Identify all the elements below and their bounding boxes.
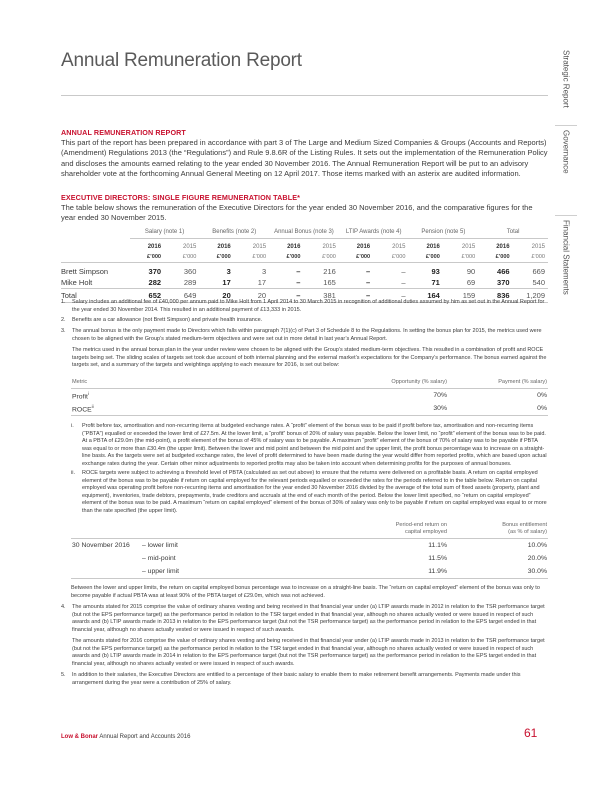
year-header: 2015 [183, 244, 197, 250]
table-cell: 836 [478, 289, 512, 303]
year-header: 2016 [426, 244, 440, 250]
table-row [61, 263, 548, 278]
note-2 [61, 317, 548, 325]
single-figure-intro: The table below shows the remuneration of the Executive Directors for the year ended 30 November 2016, and the comparative figures for the year ended 30 November 2015. [61, 203, 533, 223]
table-cell: 159 [443, 289, 478, 303]
unit-header: £’000 [478, 252, 512, 263]
note-3-final [71, 585, 548, 600]
table-cell: 20 [199, 289, 233, 303]
header-line: Bonus entitlement [502, 522, 547, 528]
unit-header: £’000 [269, 252, 303, 263]
table-cell: 652 [130, 289, 164, 303]
metric-name [71, 402, 311, 416]
note-text: Salary includes an additional fee of £40,000 per annum paid to Mike Holt from 1 April 2014 to 30 March 2015 in recognition of additional duties assumed by him as set out in the Annual Report for the year ended 30 November 2014. This resulted in an additional payment of £13,333 in 2015. [72, 299, 545, 313]
side-tab-divider [555, 215, 577, 216]
table-row [71, 389, 548, 403]
side-tab-financial-statements[interactable]: Financial Statements [561, 220, 571, 295]
header-line: capital employed [405, 529, 447, 535]
side-tab-strategic-report[interactable]: Strategic Report [561, 50, 571, 108]
note-text: The metrics used in the annual bonus plan in the year under review were chosen to be aligned with the Group’s stated medium-term objectives. This resulted in a combination of profit and ROCE targets being set. The sliding scales of targets set took due account of both internal planning and the external market’s expectations for the Company’s performance. The bonus earned against the targets set, and a summary of the targets and weightings applying to each measure for 2016, is set out below: [72, 347, 547, 369]
year-header: 2015 [392, 244, 406, 250]
table-cell: 669 [532, 267, 545, 276]
table-cell: 20.0% [527, 555, 547, 562]
table-cell: 3 [226, 267, 231, 276]
note-number: 3. [61, 328, 66, 334]
title-divider [61, 95, 548, 96]
note-text: Profit before tax, amortisation and non-recurring items at budgeted exchange rates. A “profit” element of the bonus was to be paid if profit before tax, amortisation and non-recurring items (“PBTA”) equalled or exceeded the lower limit of £27.5m. At the lower limit, a “profit” bonus of 20% of salary was payable. Below the lower limit, no “profit” element of the bonus was to be paid. At a PBTA of £29.0m (the mid-point), a profit element of the bonus of 45% of salary was to be payable. A maximum “profit” element of the bonus of 70% of salary was to be payable if PBTA was equal to or more than £30.4m (the upper limit). Between the lower and mid point and between the mid point and the upper limit, the profit bonus percentage was to increase on a straight-line basis. As the targets were set at budgeted exchange rates, the level of profit determined to have been made during the year would differ from reported profits, which are based upon actual exchange rates during the year. Certain other minor adjustments to reported profits may also be taken into account when determining profits for the purposes of annual bonuses. [82, 423, 547, 467]
section-heading-arr: ANNUAL REMUNERATION REPORT [61, 128, 186, 137]
metric-label: ROCE [72, 406, 92, 414]
table-cell: 649 [164, 289, 199, 303]
unit-header: £’000 [303, 252, 338, 263]
table-cell: – [401, 278, 406, 287]
year-header: 2016 [356, 244, 371, 250]
side-tab-divider [555, 125, 577, 126]
note-number: 4. [61, 604, 66, 610]
table-cell: 0% [448, 402, 548, 416]
column-group-ltip: LTIP Awards (note 4) [339, 226, 409, 239]
note-number: 1. [61, 299, 66, 305]
table-cell: 11.1% [428, 542, 447, 549]
table-cell: 360 [183, 267, 197, 276]
footnote-ii [71, 470, 548, 516]
table-cell: 71 [431, 278, 440, 287]
column-header-payment: Payment (% salary) [448, 375, 548, 389]
table-cell: 11.9% [291, 565, 448, 579]
note-number: 2. [61, 317, 66, 323]
unit-header: £’000 [409, 252, 443, 263]
note-text: ROCE targets were subject to achieving a threshold level of PBTA (calculated as set out above) to ensure that the returns were delivered on a profitable basis. A return on capital employed element of the bonus was to be payable if return on capital employed for the relevant periods equalled or exceeded the rates for the periods referred to in the table below. Return on capital employed was operating profit before non-recurring items and amortisation for the year ended 30 November 2016 divided by the average of the total sum of fixed assets (property, plant and equipment), inventories, trade debtors, prepayments, trade creditors and accruals at the end of each month of the period. Below the lower limit specified, no “return on capital employed” element of the bonus was to be paid. A maximum “return on capital employed” element of the bonus of 30% of salary was only to be payable if return on capital employed was equal to or more than the rate specified (the upper limit). [82, 470, 547, 514]
table-cell: 370 [148, 267, 162, 276]
note-text: In addition to their salaries, the Executive Directors are entitled to a percentage of their basic salary to enable them to make retirement benefit arrangements. Payments made under this arrangement during the year were a contribution of 25% of salary. [72, 672, 521, 686]
brand-name: Low & Bonar [61, 734, 98, 740]
table-row [71, 402, 548, 416]
table-cell: 10.0% [527, 542, 547, 549]
table-cell: – [373, 289, 408, 303]
table-cell: – [365, 278, 371, 287]
unit-header: £’000 [373, 252, 408, 263]
unit-header: £’000 [443, 252, 478, 263]
table-row [61, 277, 548, 289]
table-cell: 11.5% [428, 555, 447, 562]
side-tab-governance[interactable]: Governance [561, 130, 571, 174]
table-cell: 17 [257, 278, 267, 287]
table-cell: – [401, 267, 406, 276]
table-cell: – [365, 267, 371, 276]
table-cell: 3 [261, 267, 267, 276]
footnote-marker: i [87, 390, 89, 396]
table-cell: 90 [466, 267, 476, 276]
table-cell: 540 [532, 278, 545, 287]
table-cell: 216 [323, 267, 336, 276]
note-number: ii. [71, 470, 75, 476]
column-header-metric: Metric [71, 375, 311, 389]
single-figure-table [61, 226, 548, 303]
year-header: 2015 [461, 244, 476, 250]
column-group-total: Total [478, 226, 548, 239]
table-cell: – [296, 278, 301, 287]
unit-header: £’000 [234, 252, 269, 263]
table-cell: – [339, 289, 373, 303]
note-number: i. [71, 423, 74, 429]
note-3-continued [61, 347, 548, 370]
column-group-benefits: Benefits (note 2) [199, 226, 269, 239]
roce-target-table [71, 521, 548, 579]
section-heading-single-figure: EXECUTIVE DIRECTORS: SINGLE FIGURE REMUNERATION TABLE* [61, 193, 301, 202]
footer-text: Annual Report and Accounts 2016 [98, 734, 191, 740]
unit-header: £’000 [199, 252, 233, 263]
table-cell: 30% [311, 402, 448, 416]
year-header: 2015 [252, 244, 267, 250]
note-text: The amounts stated for 2016 comprise the value of ordinary shares vesting and being received in that financial year under (a) LTIP awards made in 2013 in relation to the TSR performance target (but not the EPS performance target) as the performance period in relation to the TSR target ended in that financial year, although no shares actually vested or were issued in respect of such awards and (b) LTIP awards made in 2014 in relation to the EPS performance target (but not the TSR performance target) as the performance period in relation to the EPS target ended in that financial year, although no shares actually vested or were issued in respect of such awards. [72, 638, 545, 667]
column-group-salary: Salary (note 1) [130, 226, 200, 239]
footnote-marker: ii [91, 403, 94, 409]
page-footer [61, 734, 190, 740]
intro-paragraph: This part of the report has been prepared in accordance with part 3 of The Large and Medium Sized Companies & Groups (Accounts and Reports) (Amendment) Regulations 2013 (the “Regulations”) and Rule 9.8.6R of the Listing Rules. It sets out the implementation of the Remuneration Policy and discloses the amounts earned relating to the year ended 30 November 2016. The Annual Remuneration Report will be put to an advisory shareholder vote at the forthcoming Annual General Meeting on 12 April 2017. Those items marked with an asterix are audited information. [61, 138, 548, 179]
table-row [71, 552, 548, 565]
table-cell: 282 [148, 278, 162, 287]
note-4 [61, 604, 548, 634]
metric-label: Profit [72, 393, 88, 401]
director-name: Brett Simpson [61, 267, 109, 276]
note-number: 5. [61, 672, 66, 678]
total-label: Total [61, 289, 130, 303]
unit-header: £’000 [130, 252, 164, 263]
table-cell: 466 [497, 267, 510, 276]
table-row [71, 539, 548, 553]
note-text: The annual bonus is the only payment made to Directors which falls within paragraph 7(1)(c) of Part 3 of Schedule 8 to the Regulations. In setting the bonus plan for 2015, the metrics used were chosen to be aligned with the Group’s stated medium-term objectives and were set out in more detail in last year’s Annual Report. [72, 328, 542, 342]
unit-header: £’000 [513, 252, 548, 263]
unit-header: £’000 [339, 252, 373, 263]
table-cell: 0% [537, 392, 547, 399]
note-text: Between the lower and upper limits, the return on capital employed bonus percentage was to increase on a straight-line basis. The “return on capital employed” element of the bonus was only to become payable if actual PBTA was at least 90% of the PBTA target of £29.0m, which was not achieved. [71, 585, 540, 599]
table-cell: 370 [497, 278, 510, 287]
page-title: Annual Remuneration Report [61, 50, 302, 71]
table-cell: – [269, 289, 303, 303]
footnote-i [71, 423, 548, 469]
metric-name [71, 389, 311, 403]
director-name: Mike Holt [61, 278, 93, 287]
limit-label: – mid-point [142, 555, 176, 562]
note-1 [61, 299, 548, 314]
note-4-continued [61, 638, 548, 668]
year-header: 2015 [531, 244, 545, 250]
unit-header: £’000 [164, 252, 199, 263]
column-header-bonus [448, 521, 548, 539]
limit-label: – upper limit [141, 565, 291, 579]
column-header-opportunity: Opportunity (% salary) [311, 375, 448, 389]
side-navigation [552, 0, 580, 330]
table-cell: 289 [183, 278, 197, 287]
limit-label: – lower limit [142, 542, 178, 549]
table-row [71, 565, 548, 579]
note-text: Benefits are a car allowance (not Brett Simpson) and private health insurance. [72, 317, 263, 323]
header-line: Period-end return on [395, 522, 447, 528]
table-cell: 69 [466, 278, 476, 287]
table-cell: 17 [222, 278, 231, 287]
table-cell: – [296, 267, 301, 276]
year-header: 2016 [217, 244, 231, 250]
period-label: 30 November 2016 [72, 542, 130, 549]
year-header: 2015 [322, 244, 336, 250]
table-cell: 165 [323, 278, 336, 287]
page-number: 61 [524, 726, 538, 740]
table-cell: 1,209 [513, 289, 548, 303]
table-cell: 20 [234, 289, 269, 303]
column-group-pension: Pension (note 5) [409, 226, 479, 239]
year-header: 2016 [147, 244, 162, 250]
note-text: The amounts stated for 2015 comprise the value of ordinary shares vesting and being received in that financial year under (a) LTIP awards made in 2012 in relation to the TSR performance target (but not the EPS performance target) as the performance period in relation to the TSR target ended in that financial year, although no shares actually vested or were issued in respect of such awards and (b) LTIP awards made in 2013 in relation to the EPS performance target (but not the TSR performance target) as the performance period in relation to the EPS target ended in that financial year, although no shares actually vested or were issued in respect of such awards. [72, 604, 545, 633]
note-3 [61, 328, 548, 343]
bonus-metric-table [71, 375, 548, 416]
note-5 [61, 672, 548, 687]
column-group-annual-bonus: Annual Bonus (note 3) [269, 226, 339, 239]
header-line: (as % of salary) [508, 529, 547, 535]
year-header: 2016 [496, 244, 510, 250]
table-cell: 30.0% [448, 565, 548, 579]
table-cell: 70% [433, 392, 447, 399]
table-cell: 164 [409, 289, 443, 303]
table-cell: 93 [431, 267, 440, 276]
column-header-roce [291, 521, 448, 539]
year-header: 2016 [287, 244, 301, 250]
table-cell: 381 [303, 289, 338, 303]
